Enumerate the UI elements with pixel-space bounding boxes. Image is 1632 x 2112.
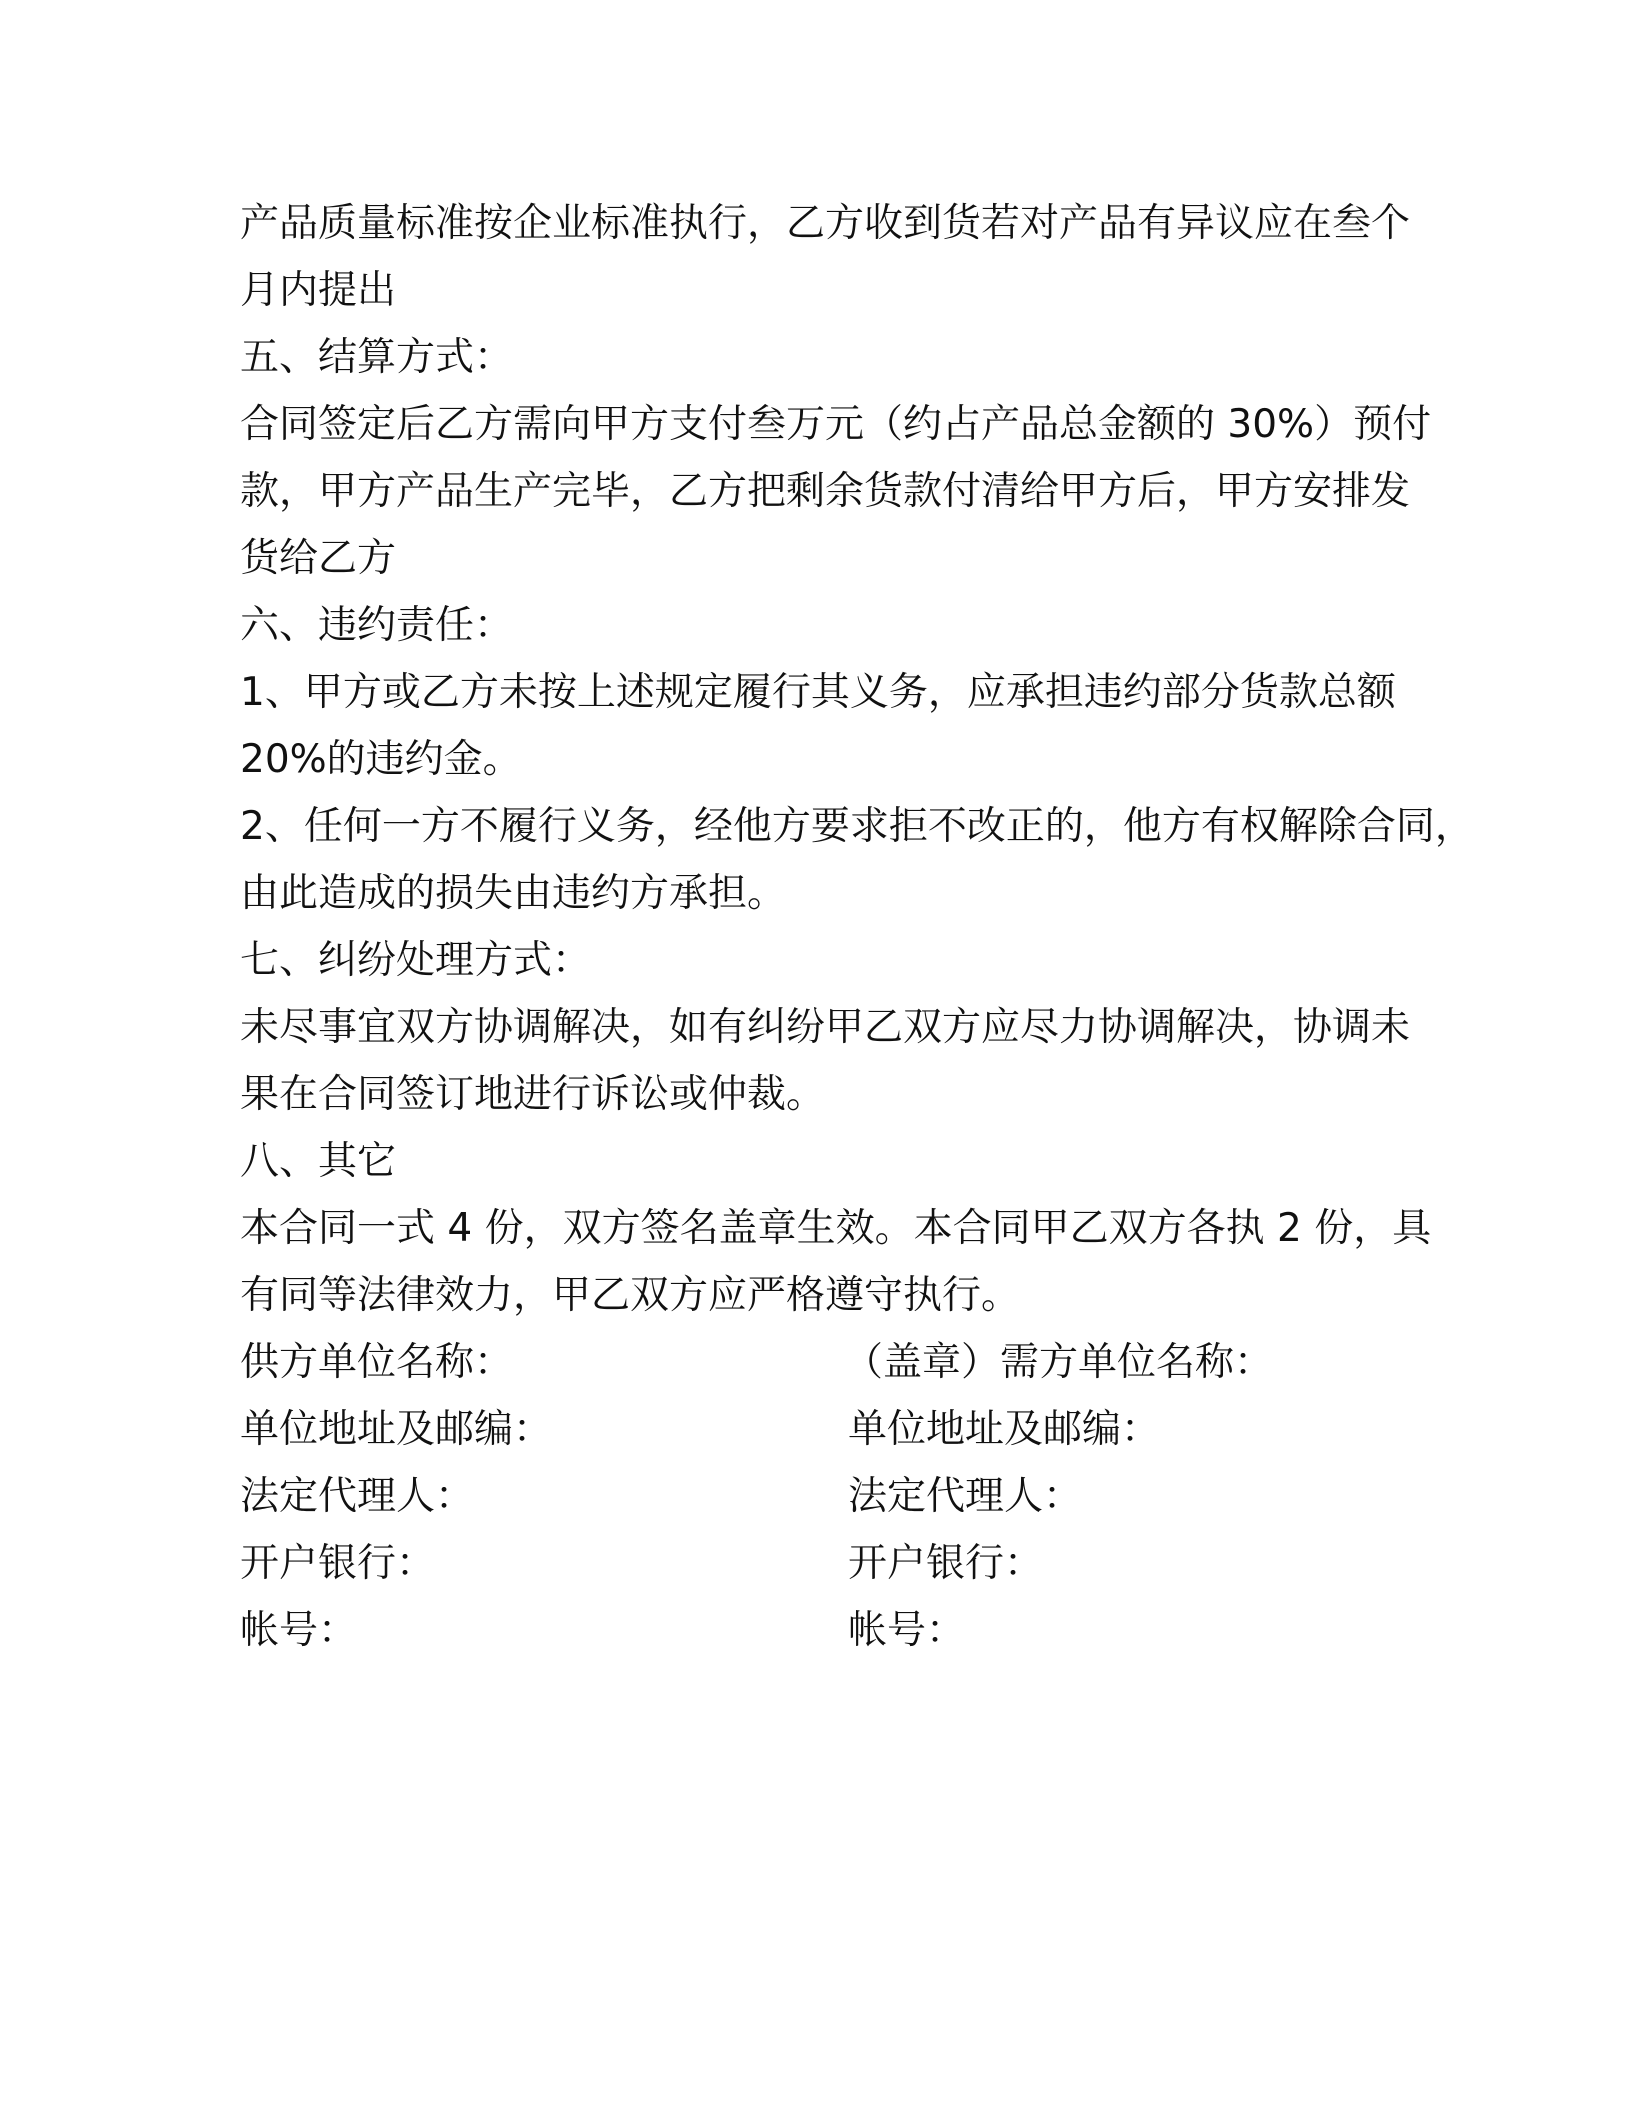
- section-heading-other: 八、其它: [240, 1139, 397, 1184]
- signature-row-legal-agent: [240, 1463, 1410, 1530]
- buyer-bank-label: 开户银行：: [848, 1541, 1044, 1586]
- settlement-paragraph-line-2: 款，甲方产品生产完毕，乙方把剩余货款付清给甲方后，甲方安排发: [240, 469, 1411, 514]
- signature-row-company-name: [240, 1329, 1410, 1396]
- buyer-address-label: 单位地址及邮编：: [848, 1407, 1161, 1452]
- dispute-paragraph-line-1: 未尽事宜双方协调解决，如有纠纷甲乙双方应尽力协调解决，协调未: [240, 1005, 1411, 1050]
- buyer-legal-agent-label: 法定代理人：: [848, 1474, 1083, 1519]
- buyer-company-name-label: （盖章）需方单位名称：: [844, 1340, 1274, 1385]
- supplier-account-label: 帐号：: [240, 1608, 358, 1653]
- other-paragraph-line-2: 有同等法律效力，甲乙双方应严格遵守执行。: [240, 1273, 1021, 1318]
- quality-clause-line-1: 产品质量标准按企业标准执行，乙方收到货若对产品有异议应在叁个: [240, 201, 1411, 246]
- liability-item-1-line-2: 20%的违约金。: [240, 737, 522, 782]
- liability-item-1-line-1: 1、甲方或乙方未按上述规定履行其义务，应承担违约部分货款总额: [240, 670, 1396, 715]
- section-heading-liability: 六、违约责任：: [240, 603, 514, 648]
- supplier-address-label: 单位地址及邮编：: [240, 1407, 553, 1452]
- signature-row-address: [240, 1396, 1410, 1463]
- buyer-account-label: 帐号：: [848, 1608, 966, 1653]
- settlement-paragraph-line-3: 货给乙方: [240, 536, 397, 581]
- settlement-paragraph-line-1: 合同签定后乙方需向甲方支付叁万元（约占产品总金额的 30%）预付: [240, 402, 1432, 447]
- supplier-bank-label: 开户银行：: [240, 1541, 436, 1586]
- signature-row-bank: [240, 1530, 1410, 1597]
- liability-item-2-line-2: 由此造成的损失由违约方承担。: [240, 871, 787, 916]
- dispute-paragraph-line-2: 果在合同签订地进行诉讼或仲裁。: [240, 1072, 826, 1117]
- liability-item-2-line-1: 2、任何一方不履行义务，经他方要求拒不改正的，他方有权解除合同，: [240, 804, 1474, 849]
- supplier-legal-agent-label: 法定代理人：: [240, 1474, 475, 1519]
- signature-row-account: [240, 1597, 1410, 1664]
- document-body: [240, 190, 1474, 1664]
- section-heading-dispute: 七、纠纷处理方式：: [240, 938, 592, 983]
- supplier-company-name-label: 供方单位名称：: [240, 1340, 514, 1385]
- other-paragraph-line-1: 本合同一式 4 份，双方签名盖章生效。本合同甲乙双方各执 2 份，具: [240, 1206, 1432, 1251]
- quality-clause-line-2: 月内提出: [240, 268, 397, 313]
- section-heading-settlement: 五、结算方式：: [240, 335, 514, 380]
